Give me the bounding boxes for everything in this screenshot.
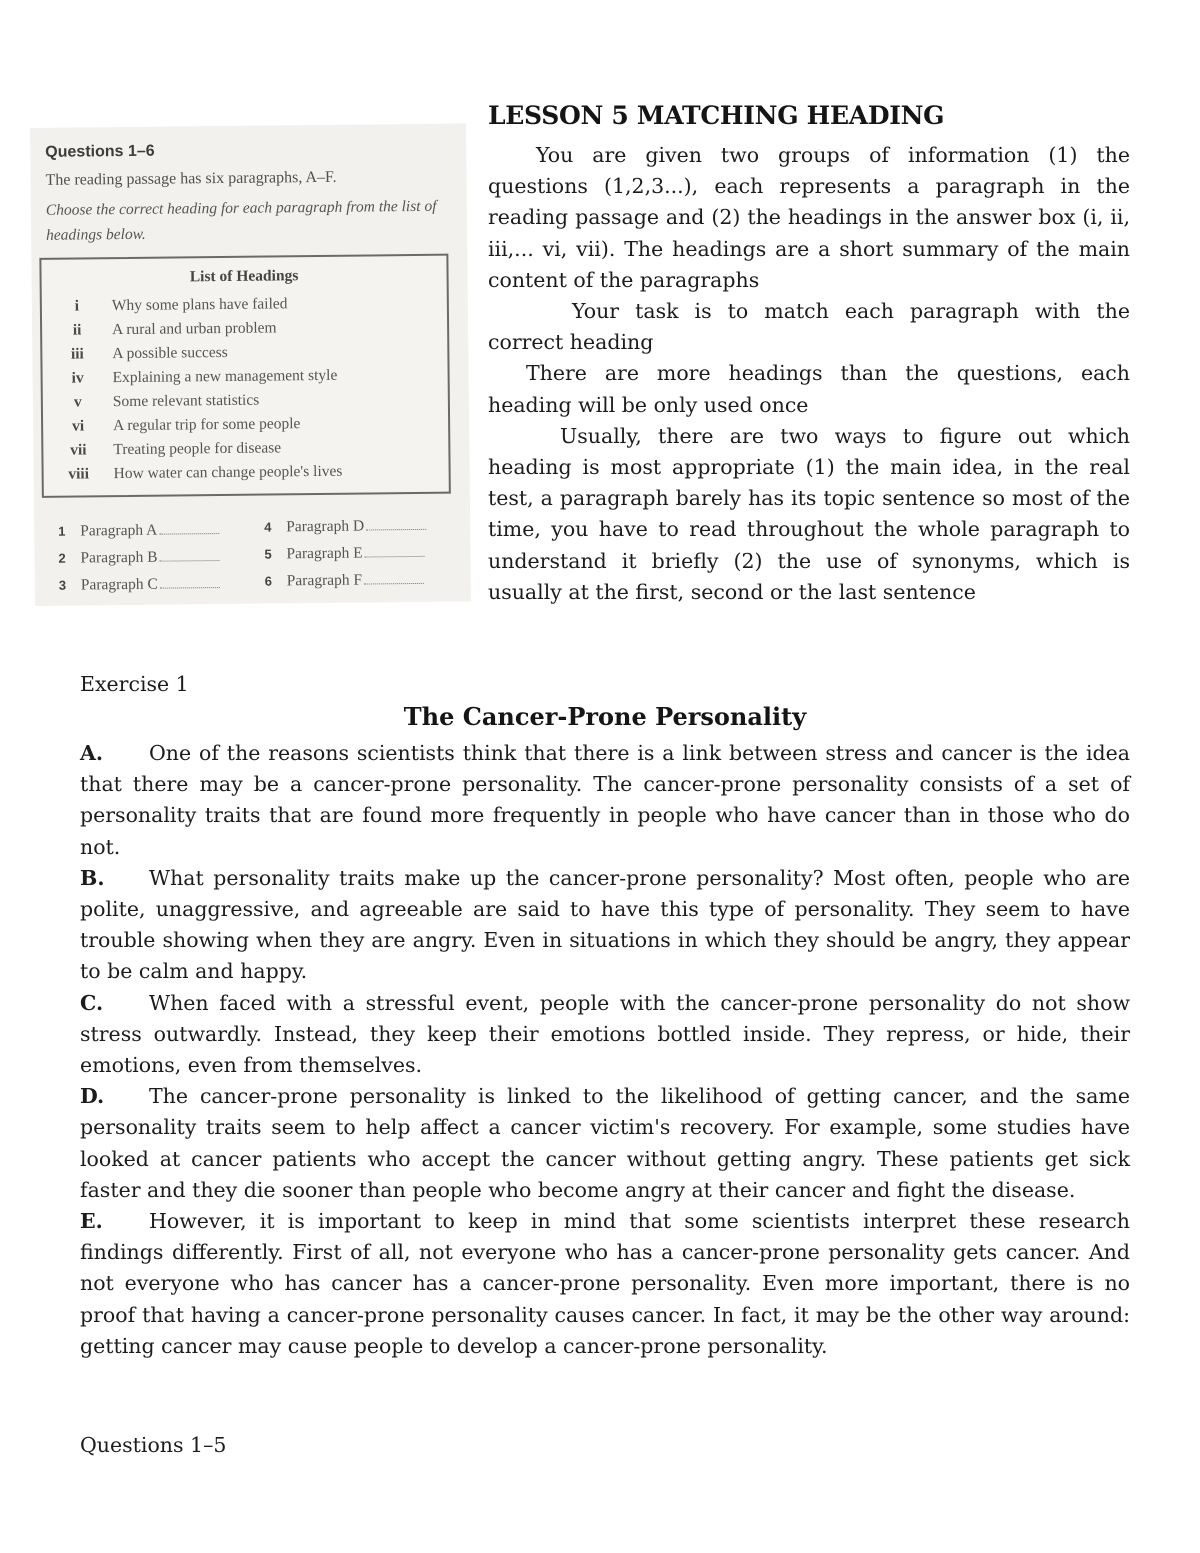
paragraph-text: The cancer-prone personality is linked to the likelihood of getting cancer, and the same personality traits seem to help affect a cancer victim's recovery. For example, some studies have looked at cancer patients who accept the cancer without getting angry. These patients get sick faster and they die sooner than people who become angry at their cancer and fight the disease. <box>80 1084 1130 1202</box>
paragraph-letter: B. <box>80 865 105 890</box>
paragraph-letter: A. <box>80 741 104 765</box>
heading-number: vi <box>72 417 85 435</box>
answer-blank <box>264 544 424 564</box>
heading-text: Explaining a new management style <box>112 366 338 387</box>
heading-text: A rural and urban problem <box>112 319 277 339</box>
answer-number: 2 <box>58 550 66 566</box>
answer-number: 5 <box>264 546 272 562</box>
heading-item <box>44 463 343 484</box>
paragraph-letter: E. <box>80 1209 103 1234</box>
passage-paragraph <box>80 1081 1130 1206</box>
list-of-headings-title: List of Headings <box>189 267 299 286</box>
heading-item <box>43 367 338 388</box>
heading-text: Treating people for disease <box>113 439 282 459</box>
answer-dotted-line <box>160 583 220 589</box>
answer-label: Paragraph C <box>80 575 158 594</box>
paragraph-letter: D. <box>80 1084 105 1109</box>
answer-number: 1 <box>58 523 66 539</box>
lesson-paragraph: You are given two groups of information (1) the questions (1,2,3...), each represents a paragraph in the reading passage and (2) the headings in the answer box (i, ii, iii,... vi, vii). The headings are a short summary of the main content of the paragraphs <box>488 143 1130 292</box>
answer-blank <box>58 521 219 541</box>
answer-dotted-line <box>365 552 425 558</box>
answer-dotted-line <box>159 529 219 535</box>
heading-text: Why some plans have failed <box>111 295 288 315</box>
answer-blank <box>265 571 425 591</box>
answer-label: Paragraph D <box>286 517 365 536</box>
paragraph-text: However, it is important to keep in mind that some scientists interpret these research findings differently. First of all, not everyone who has a cancer-prone personality gets cancer. And not everyone who has cancer has a cancer-prone personality. Even more important, there is no proof that having a cancer-prone personality causes cancer. In fact, it may be the other way around: getting cancer may cause people to develop a cancer-prone personality. <box>80 1209 1130 1358</box>
lesson-paragraph: There are more headings than the questions, each heading will be only used once <box>488 361 1130 417</box>
questions-label: Questions 1–5 <box>80 1433 227 1457</box>
passage-paragraph <box>80 988 1130 1082</box>
answer-blank <box>59 575 220 595</box>
heading-item <box>42 295 288 316</box>
paragraph-text: One of the reasons scientists think that there is a link between stress and cancer is the idea that there may be a cancer-prone personality. The cancer-prone personality consists of a set of personality traits that are found more frequently in people who have cancer than in those who do not. <box>80 741 1130 859</box>
answer-number: 3 <box>58 577 67 593</box>
passage-body <box>80 738 1130 1362</box>
answer-label: Paragraph F <box>286 571 363 590</box>
answer-label: Paragraph B <box>80 548 158 567</box>
answer-label: Paragraph A <box>80 521 158 540</box>
question-card-intro: The reading passage has six paragraphs, A–F. <box>45 168 337 189</box>
lesson-paragraph: Usually, there are two ways to figure out which heading is most appropriate (1) the main idea, in the real test, a paragraph barely has its topic sentence so most of the time, you have to read throughout the whole paragraph to understand it briefly (2) the use of synonyms, which is usually at the first, second or the last sentence <box>488 423 1130 604</box>
exercise-label: Exercise 1 <box>80 672 189 696</box>
lesson-title: LESSON 5 MATCHING HEADING <box>488 101 945 130</box>
heading-number: iv <box>71 369 84 387</box>
answer-blank <box>264 517 426 537</box>
passage-paragraph <box>80 1206 1130 1362</box>
heading-item <box>42 344 228 364</box>
list-of-headings-box <box>39 254 450 498</box>
paragraph-text: When faced with a stressful event, people with the cancer-prone personality do not show stress outwardly. Instead, they keep their emotions bottled inside. They repress, or hide, their emotions, even from themselves. <box>80 990 1130 1078</box>
answer-label: Paragraph E <box>286 544 363 563</box>
answer-dotted-line <box>364 579 424 585</box>
question-card-title: Questions 1–6 <box>45 142 155 161</box>
passage-paragraph <box>80 863 1130 988</box>
question-card-instruction: Choose the correct heading for each paragraph from the list of headings below. <box>45 197 437 244</box>
heading-item <box>42 319 277 339</box>
paragraph-text: What personality traits make up the cancer-prone personality? Most often, people who are polite, unaggressive, and agreeable are said to have this type of personality. They seem to have trouble showing when they are angry. Even in situations in which they should be angry, they appear to be calm and happy. <box>80 865 1130 984</box>
answer-dotted-line <box>366 525 426 531</box>
heading-item <box>43 439 281 459</box>
answer-number: 4 <box>264 519 272 535</box>
heading-number: v <box>73 393 82 411</box>
heading-text: A regular trip for some people <box>113 415 301 435</box>
heading-number: i <box>74 297 80 315</box>
heading-number: viii <box>68 465 90 483</box>
heading-text: How water can change people's lives <box>113 462 343 483</box>
heading-number: iii <box>70 345 84 363</box>
question-card-image <box>30 123 471 606</box>
heading-number: vii <box>70 441 87 459</box>
lesson-body <box>488 140 1130 608</box>
answer-number: 6 <box>264 573 273 589</box>
paragraph-letter: C. <box>80 990 104 1015</box>
passage-paragraph <box>80 738 1130 863</box>
heading-text: Some relevant statistics <box>112 391 260 411</box>
passage-title: The Cancer-Prone Personality <box>403 702 807 731</box>
answer-dotted-line <box>160 556 220 562</box>
lesson-paragraph: Your task is to match each paragraph with the correct heading <box>488 299 1130 355</box>
answer-blank <box>58 548 219 568</box>
heading-item <box>43 415 300 436</box>
heading-text: A possible success <box>112 343 228 363</box>
heading-item <box>43 392 260 412</box>
heading-number: ii <box>72 321 82 339</box>
